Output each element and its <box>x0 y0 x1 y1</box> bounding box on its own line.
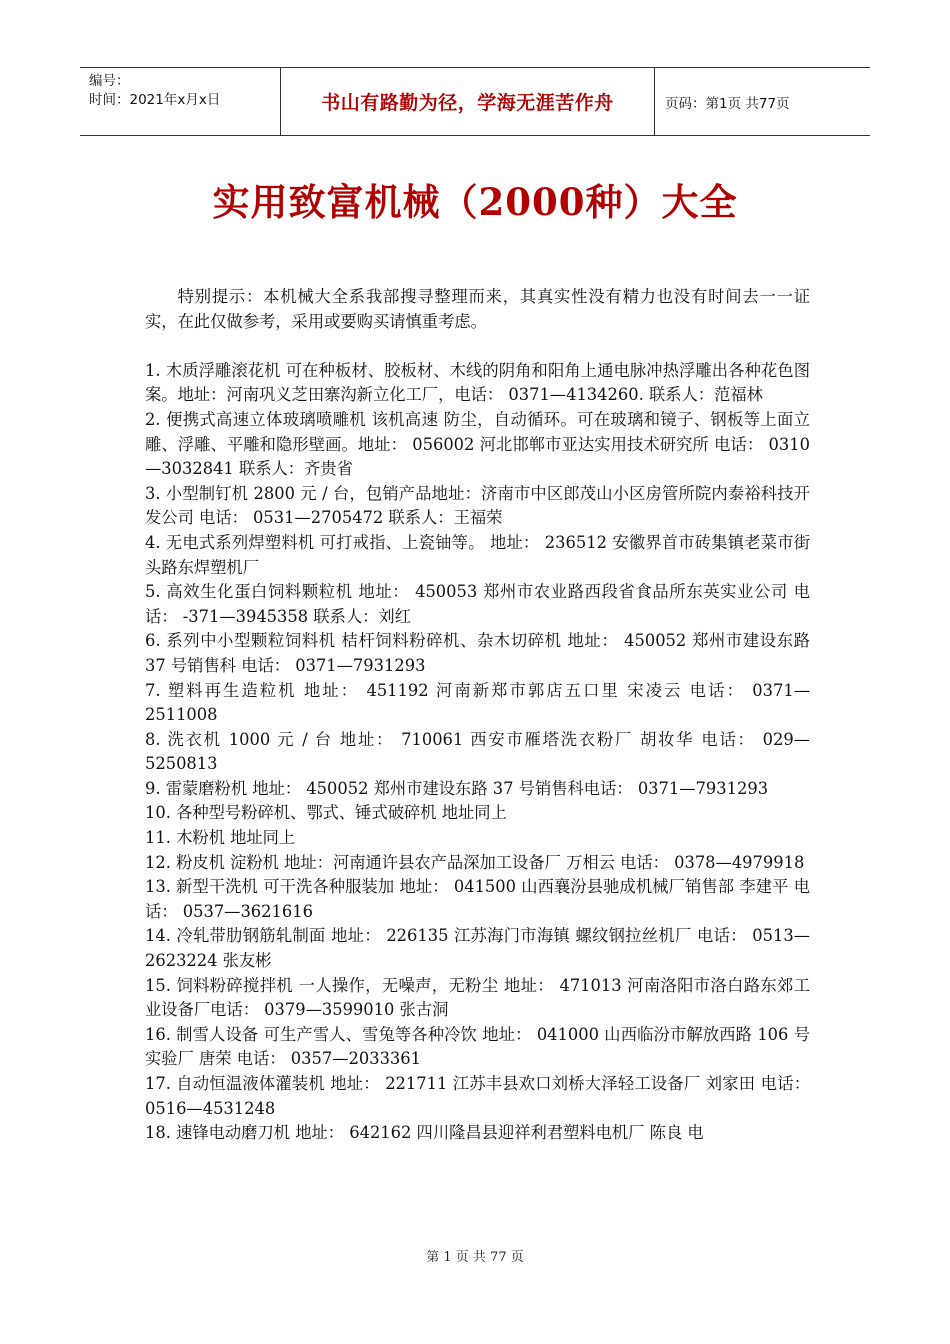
page-footer: 第 1 页 共 77 页 <box>426 1250 524 1265</box>
list-item: 14. 冷轧带肋钢筋轧制面 地址： 226135 江苏海门市海镇 螺纹钢拉丝机厂 电话： 0513—2623224 张友彬 <box>145 926 810 971</box>
header-page-info: 页码：第1页 共77页 <box>665 95 790 112</box>
document-body <box>145 285 810 1146</box>
list-item: 10. 各种型号粉碎机、鄂式、锤式破碎机 地址同上 <box>145 803 507 823</box>
list-item: 12. 粉皮机 淀粉机 地址：河南通许县农产品深加工设备厂 万相云 电话： 0378—4979918 <box>145 852 805 872</box>
list-item: 9. 雷蒙磨粉机 地址： 450052 郑州市建设东路 37 号销售科电话： 0371—7931293 <box>145 778 769 798</box>
list-item: 18. 速锋电动磨刀机 地址： 642162 四川隆昌县迎祥利君塑料电机厂 陈良 电 <box>145 1123 704 1143</box>
list-item: 15. 饲料粉碎搅拌机 一人操作，无噪声，无粉尘 地址： 471013 河南洛阳市洛白路东郊工业设备厂电话： 0379—3599010 张古洞 <box>145 975 810 1020</box>
list-item: 5. 高效生化蛋白饲料颗粒机 地址： 450053 郑州市农业路西段省食品所东英实业公司 电话： -371—3945358 联系人：刘红 <box>145 582 810 626</box>
list-item: 13. 新型干洗机 可干洗各种服装加 地址： 041500 山西襄汾县驰成机械厂销售部 李建平 电话： 0537—3621616 <box>145 877 810 921</box>
list-item: 6. 系列中小型颗粒饲料机 桔杆饲料粉碎机、杂木切碎机 地址： 450052 郑州市建设东路 37 号销售科 电话： 0371—7931293 <box>145 631 810 675</box>
list-item: 2. 便携式高速立体玻璃喷雕机 该机高速 防尘，自动循环。可在玻璃和镜子、钢板等上面立雕、浮雕、平雕和隐形壁画。地址： 056002 河北邯郸市亚达实用技术研究所 电话： 0310—3032841 联系人：齐贵省 <box>145 409 810 479</box>
list-item: 3. 小型制钉机 2800 元 / 台，包销产品地址：济南市中区郎茂山小区房管所院内泰裕科技开发公司 电话： 0531—2705472 联系人：王福荣 <box>145 483 810 528</box>
list-item: 17. 自动恒温液体灌装机 地址： 221711 江苏丰县欢口刘桥大泽轻工设备厂 刘家田 电话： 0516—4531248 <box>145 1074 810 1118</box>
document-time: 时间：2021年x月x日 <box>89 92 221 108</box>
list-item: 1. 木质浮雕滚花机 可在种板材、胶板材、木线的阴角和阳角上通电脉冲热浮雕出各种花色图案。地址：河南巩义芝田寨沟新立化工厂，电话： 0371—4134260. 联系人：范福林 <box>145 360 810 405</box>
header-meta <box>80 68 280 135</box>
list-item: 7. 塑料再生造粒机 地址： 451192 河南新郑市郭店五口里 宋凌云 电话： 0371—2511008 <box>145 680 810 725</box>
header-table <box>80 67 870 136</box>
list-item: 8. 洗衣机 1000 元 / 台 地址： 710061 西安市雁塔洗衣粉厂 胡妆华 电话： 029—5250813 <box>145 729 810 774</box>
list-item: 11. 木粉机 地址同上 <box>145 828 296 848</box>
intro-paragraph: 特别提示：本机械大全系我部搜寻整理而来，其真实性没有精力也没有时间去一一证实，在此仅做参考，采用或要购买请慎重考虑。 <box>145 287 810 331</box>
document-number: 编号： <box>89 73 130 89</box>
document-title: 实用致富机械（2000种）大全 <box>212 180 738 224</box>
header-motto: 书山有路勤为径，学海无涯苦作舟 <box>280 68 655 135</box>
list-item: 16. 制雪人设备 可生产雪人、雪兔等各种冷饮 地址： 041000 山西临汾市解放西路 106 号实验厂 唐荣 电话： 0357—2033361 <box>145 1024 810 1069</box>
list-item: 4. 无电式系列焊塑料机 可打戒指、上瓷铀等。 地址： 236512 安徽界首市砖集镇老菜市街头路东焊塑机厂 <box>145 532 810 577</box>
